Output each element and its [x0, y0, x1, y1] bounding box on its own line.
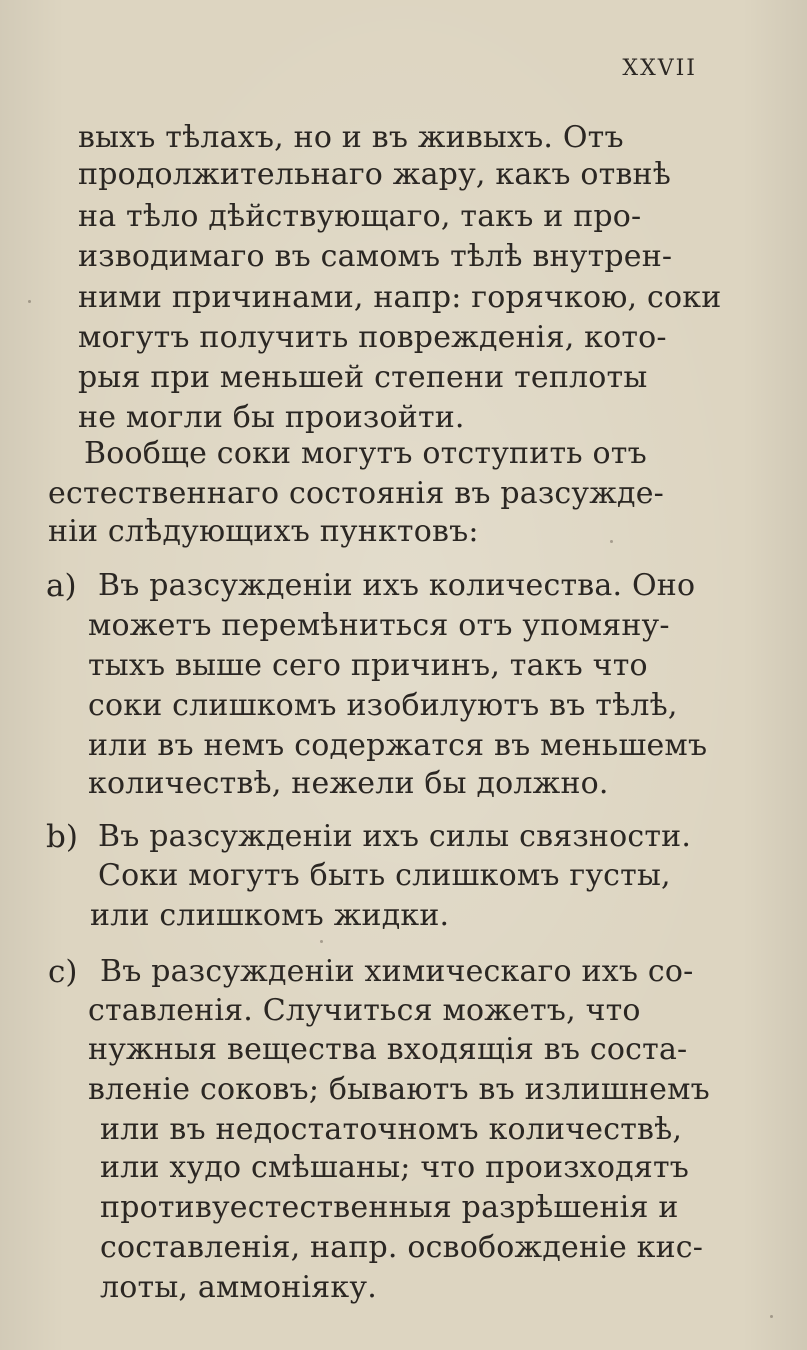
text-line: могутъ получить поврежденія, кото- — [78, 320, 667, 355]
text-line: или слишкомъ жидки. — [90, 898, 450, 933]
text-line: можетъ перемѣниться отъ упомяну- — [88, 608, 670, 643]
text-line: нужныя вещества входящія въ соста- — [88, 1032, 688, 1067]
paper-speck — [320, 940, 323, 943]
list-marker-c: c) — [48, 954, 78, 990]
text-line: вленiе соковъ; бываютъ въ излишнемъ — [88, 1072, 710, 1107]
paper-speck — [28, 300, 31, 303]
list-marker-a: a) — [46, 568, 77, 604]
text-line: естественнаго состоянія въ разсужде- — [48, 476, 665, 511]
text-line: Въ разсужденiи ихъ количества. Оно — [98, 568, 696, 603]
text-line: Соки могутъ быть слишкомъ густы, — [98, 858, 671, 893]
text-line: соки слишкомъ изобилуютъ въ тѣлѣ, — [88, 688, 678, 723]
text-line: продолжительнаго жару, какъ отвнѣ — [78, 157, 672, 192]
text-line: нiи слѣдующихъ пунктовъ: — [48, 514, 479, 549]
text-line: лоты, аммонiяку. — [100, 1270, 377, 1305]
list-marker-b: b) — [46, 819, 78, 855]
text-line: Въ разсужденiи химическаго ихъ со- — [100, 954, 694, 989]
paper-speck — [610, 540, 613, 543]
text-line: на тѣло дѣйствующаго, такъ и про- — [78, 199, 642, 234]
text-line: Вообще соки могутъ отступить отъ — [84, 436, 647, 471]
text-line: не могли бы произойти. — [78, 400, 465, 435]
paper-speck — [770, 1315, 773, 1318]
text-line: или въ недостаточномъ количествѣ, — [100, 1112, 683, 1147]
text-line: или худо смѣшаны; что произходятъ — [100, 1150, 690, 1185]
text-line: составленія, напр. освобожденiе кис- — [100, 1230, 704, 1265]
page-number: XXVII — [622, 56, 697, 81]
text-line: тыхъ выше сего причинъ, такъ что — [88, 648, 648, 683]
text-line: Въ разсужденiи ихъ силы связности. — [98, 819, 692, 854]
text-line: или въ немъ содержатся въ меньшемъ — [88, 728, 708, 763]
text-line: рыя при меньшей степени теплоты — [78, 360, 648, 395]
text-line: противуестественныя разрѣшенія и — [100, 1190, 679, 1225]
text-line: ними причинами, напр: горячкою, соки — [78, 280, 722, 315]
text-line: изводимаго въ самомъ тѣлѣ внутрен- — [78, 239, 673, 274]
text-line: количествѣ, нежели бы должно. — [88, 766, 609, 801]
text-line: ставленія. Случиться можетъ, что — [88, 993, 641, 1028]
text-line: выхъ тѣлахъ, но и въ живыхъ. Отъ — [78, 120, 624, 155]
